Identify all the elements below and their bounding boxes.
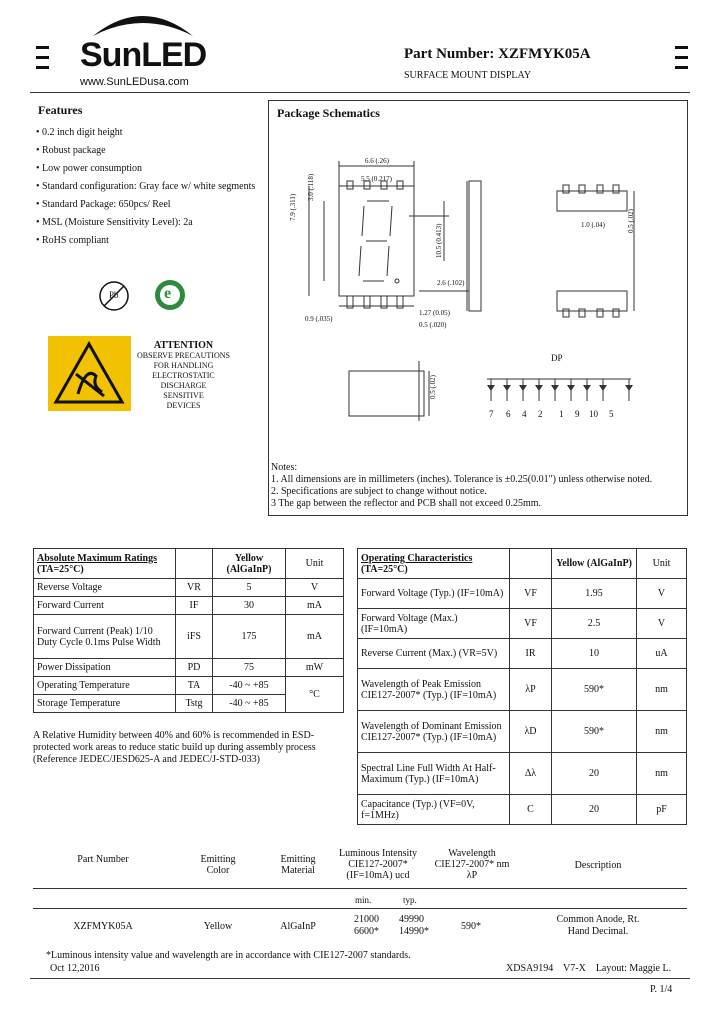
feature-item: • Low power consumption xyxy=(36,163,143,174)
logo xyxy=(36,8,206,88)
humidity-note: A Relative Humidity between 40% and 60% is recommended in ESD-protected work areas to reduce static build up during assembly process (Reference JEDEC/JESD625-A and JEDEC/J-STD-033) xyxy=(33,730,316,765)
dim-label: 0.5 (.020) xyxy=(419,321,447,329)
schematic-notes: Notes: 1. All dimensions are in millimeters (inches). Tolerance is ±0.25(0.01") unless otherwise noted. 2. Specifications are subject to change without notice. 3 The gap between the reflector and PCB shall not exceed 0.25mm. xyxy=(271,462,653,509)
feature-item: • MSL (Moisture Sensitivity Level): 2a xyxy=(36,217,193,228)
logo-arc-icon xyxy=(88,8,198,38)
attention-title: ATTENTION xyxy=(153,340,214,351)
table-row: Operating Temperature TA -40 ~ +85 °C xyxy=(34,677,344,695)
table-row: Reverse Voltage VR 5 V xyxy=(34,579,344,597)
feature-item: • Robust package xyxy=(36,145,106,156)
dim-label: 1.0 (.04) xyxy=(581,221,605,229)
pin-label: 9 xyxy=(575,409,580,419)
dim-label: 6.6 (.26) xyxy=(365,157,389,165)
pin-label: 5 xyxy=(609,409,614,419)
dim-label: 0.5 (.02) xyxy=(627,209,635,233)
dim-label: 0.9 (.035) xyxy=(305,315,333,323)
dp-label: DP xyxy=(551,353,563,363)
table-row: Capacitance (Typ.) (VF=0V, f=1MHz) C 20 pF xyxy=(358,795,687,825)
features-title: Features xyxy=(38,103,83,117)
table-row: XZFMYK05A Yellow AlGaInP 21000 6600* 49990 14990* 590* Common Anode, Rt. Hand Decimal. xyxy=(73,914,640,937)
pin-label: 4 xyxy=(522,409,527,419)
footer-doc: XDSA9194 V7-X Layout: Maggie L. xyxy=(506,963,672,974)
schematic-drawing xyxy=(269,121,687,441)
brand-name: SunLED xyxy=(80,36,207,74)
table-row: Forward Voltage (Typ.) (IF=10mA) VF 1.95 V xyxy=(358,579,687,609)
footer-note: *Luminous intensity value and wavelength are in accordance with CIE127-2007 standards. xyxy=(46,950,411,961)
recycle-icon: e xyxy=(153,278,187,312)
dim-label: 5.5 (0.217) xyxy=(361,175,392,183)
table-row: Forward Current IF 30 mA xyxy=(34,597,344,615)
pin-label: 6 xyxy=(506,409,511,419)
brand-url[interactable]: www.SunLEDusa.com xyxy=(80,76,189,88)
page-number: P. 1/4 xyxy=(650,984,673,995)
operating-table: Operating Characteristics (TA=25°C) Yellow (AlGaInP) Unit Forward Voltage (Typ.) (IF=10mA) VF 1.95 V Forward Voltage (Max.) (IF=10mA) VF 2.5 V Reverse Current (Max.) (VR=5V) IR 10 uA Wavelength of Peak Emission CIE127-2007* (Typ.) (IF=10mA) λP 590* nm Wavelength of Dominant Emission CIE127-2007* (Typ.) (IF=10mA) λD 590* nm Spectral Line Full Width At Half-Maximum (Typ.) (IF=10mA) Δλ 20 nm Capacitance (Typ.) (VF=0V, f=1MHz) C 20 pF xyxy=(357,548,687,825)
part-number-title: Part Number: XZFMYK05A xyxy=(404,46,591,62)
pin-label: 7 xyxy=(489,409,494,419)
features-list xyxy=(36,124,261,250)
table-row: Wavelength of Dominant Emission CIE127-2007* (Typ.) (IF=10mA) λD 590* nm xyxy=(358,711,687,753)
pb-free-icon: Pb xyxy=(98,280,130,312)
feature-item: • 0.2 inch digit height xyxy=(36,127,123,138)
pin-label: 10 xyxy=(589,409,598,419)
table-row: Wavelength of Peak Emission CIE127-2007* (Typ.) (IF=10mA) λP 590* nm xyxy=(358,669,687,711)
pin-label: 1 xyxy=(559,409,564,419)
feature-item: • RoHS compliant xyxy=(36,235,109,246)
attention-block: ATTENTION OBSERVE PRECAUTIONS FOR HANDLING ELECTROSTATIC DISCHARGE SENSITIVE DEVICES xyxy=(137,340,230,410)
feature-item: • Standard configuration: Gray face w/ white segments xyxy=(36,181,256,192)
dim-label: 2.6 (.102) xyxy=(437,279,465,287)
pin-label: 2 xyxy=(538,409,543,419)
table-row: Spectral Line Full Width At Half-Maximum (Typ.) (IF=10mA) Δλ 20 nm xyxy=(358,753,687,795)
dim-label: 7.9 (.311) xyxy=(289,193,297,221)
part-table: Part Number Emitting Color Emitting Material Luminous Intensity CIE127-2007* (IF=10mA) ucd Wavelength CIE127-2007* nm λP Description min. typ. XZFMYK05A Yellow AlGaInP 21000 6600* 49990 14990* 590* Common Anode, Rt. Hand Decimal. xyxy=(33,846,687,946)
abs-max-table: Absolute Maximum Ratings (TA=25°C) Yellow (AlGaInP) Unit Reverse Voltage VR 5 V Forward Current IF 30 mA Forward Current (Peak) 1/10 Duty Cycle 0.1ms Pulse Width iFS 175 mA Power Dissipation PD 75 mW Operating Temperature TA -40 ~ +85 °C Storage Temperature Tstg -40 ~ +85 xyxy=(33,548,344,713)
table-row: Forward Voltage (Max.) (IF=10mA) VF 2.5 V xyxy=(358,609,687,639)
dim-label: 0.5 (.02) xyxy=(429,375,437,399)
table-row: Reverse Current (Max.) (VR=5V) IR 10 uA xyxy=(358,639,687,669)
table-row: Power Dissipation PD 75 mW xyxy=(34,659,344,677)
footer-date: Oct 12,2016 xyxy=(50,963,100,974)
dim-label: 10.5 (0.413) xyxy=(435,223,443,258)
feature-item: • Standard Package: 650pcs/ Reel xyxy=(36,199,171,210)
part-subtitle: SURFACE MOUNT DISPLAY xyxy=(404,70,532,81)
schematics-box xyxy=(268,100,688,516)
dim-label: 3.0 (.118) xyxy=(307,173,315,201)
header-rule xyxy=(30,92,690,93)
dim-label: 1.27 (0.05) xyxy=(419,309,450,317)
table-row: Forward Current (Peak) 1/10 Duty Cycle 0.1ms Pulse Width iFS 175 mA xyxy=(34,615,344,659)
esd-warning-icon xyxy=(48,336,131,411)
schematics-title: Package Schematics xyxy=(277,106,380,120)
table-row: Storage Temperature Tstg -40 ~ +85 xyxy=(34,695,344,713)
